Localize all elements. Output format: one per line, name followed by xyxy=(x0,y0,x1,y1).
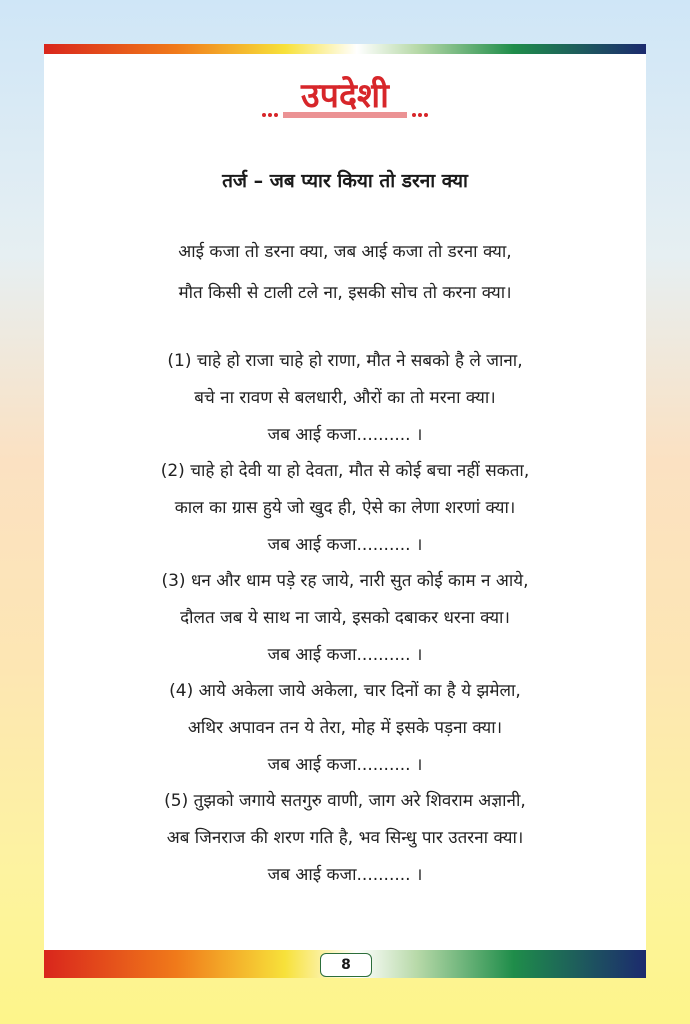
bhajan-line: (2) चाहे हो देवी या हो देवता, मौत से कोई बचा नहीं सकता, xyxy=(160,461,530,481)
page-number: 8 xyxy=(320,953,372,977)
tune-subtitle: तर्ज – जब प्यार किया तो डरना क्या xyxy=(222,170,468,192)
bhajan-line: (5) तुझको जगाये सतगुरु वाणी, जाग अरे शिवराम अज्ञानी, xyxy=(164,791,526,811)
refrain-line: जब आई कजा.......... । xyxy=(267,535,423,555)
bhajan-line: अब जिनराज की शरण गति है, भव सिन्धु पार उतरना क्या। xyxy=(166,828,524,848)
refrain-line: जब आई कजा.......... । xyxy=(267,425,423,445)
page-title: उपदेशी xyxy=(301,76,389,116)
bhajan-line: (3) धन और धाम पड़े रह जाये, नारी सुत कोई काम न आये, xyxy=(161,571,529,591)
bhajan-line: बचे ना रावण से बलधारी, औरों का तो मरना क्या। xyxy=(194,388,496,408)
bhajan-line: दौलत जब ये साथ ना जाये, इसको दबाकर धरना क्या। xyxy=(180,608,510,628)
bhajan-line: (1) चाहे हो राजा चाहे हो राणा, मौत ने सबको है ले जाना, xyxy=(167,351,523,371)
bhajan-line: काल का ग्रास हुये जो खुद ही, ऐसे का लेणा शरणां क्या। xyxy=(174,498,516,518)
bhajan-line: अथिर अपावन तन ये तेरा, मोह में इसके पड़ना क्या। xyxy=(187,718,503,738)
title-ornament xyxy=(261,110,429,120)
bhajan-line: (4) आये अकेला जाये अकेला, चार दिनों का है ये झमेला, xyxy=(169,681,521,701)
refrain-line: जब आई कजा.......... । xyxy=(267,645,423,665)
page xyxy=(44,44,646,978)
refrain-line: जब आई कजा.......... । xyxy=(267,755,423,775)
top-color-band xyxy=(44,44,646,54)
bhajan-line: मौत किसी से टाली टले ना, इसकी सोच तो करना क्या। xyxy=(178,283,512,303)
bhajan-line: आई कजा तो डरना क्या, जब आई कजा तो डरना क्या, xyxy=(178,242,512,262)
refrain-line: जब आई कजा.......... । xyxy=(267,865,423,885)
